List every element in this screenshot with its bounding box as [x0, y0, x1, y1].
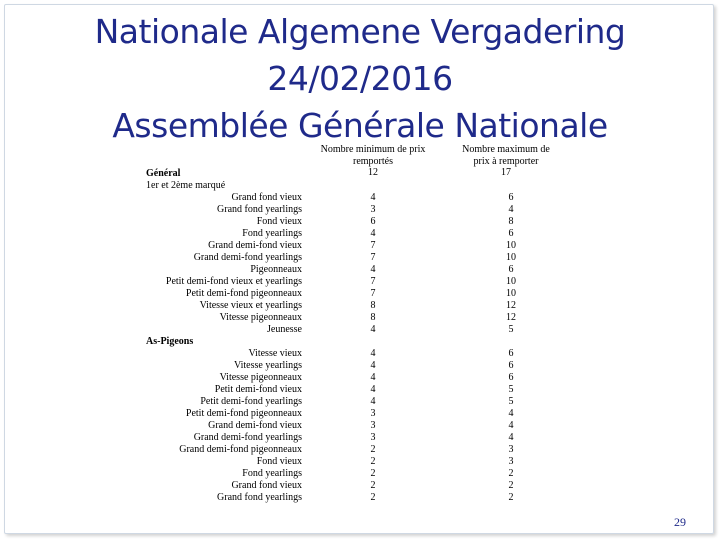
header-min-line: remportés [353, 155, 393, 167]
row-label: Grand demi-fond vieux [208, 420, 302, 431]
row-min-value: 4 [370, 360, 376, 371]
row-min-value: 6 [370, 216, 376, 227]
row-max-value: 4 [508, 408, 514, 419]
row-label: Vitesse pigeonneaux [219, 372, 302, 383]
table-row [146, 468, 582, 480]
row-min-value: 3 [370, 408, 376, 419]
table-row [146, 396, 582, 408]
row-max-value: 10 [506, 240, 516, 251]
row-max-value: 2 [508, 492, 514, 503]
table-row [146, 492, 582, 504]
table-row [146, 228, 582, 240]
row-max-value: 10 [506, 252, 516, 263]
row-min-value: 8 [370, 300, 376, 311]
row-min-value: 8 [370, 312, 376, 323]
row-max-value: 5 [508, 324, 514, 335]
row-min-value: 3 [370, 420, 376, 431]
row-label: Grand demi-fond yearlings [193, 252, 302, 263]
row-min-value: 7 [370, 252, 376, 263]
row-max-value: 6 [508, 192, 514, 203]
row-label: Grand fond yearlings [217, 492, 302, 503]
row-label: Petit demi-fond yearlings [200, 396, 302, 407]
row-min-value: 7 [370, 240, 376, 251]
row-label: Vitesse yearlings [234, 360, 302, 371]
row-min-value: 4 [370, 396, 376, 407]
section-title: As-Pigeons [146, 336, 194, 347]
row-min-value: 4 [370, 192, 376, 203]
row-label: Vitesse vieux et yearlings [199, 300, 302, 311]
row-min-value: 2 [370, 444, 376, 455]
row-label: Fond vieux [256, 456, 302, 467]
row-min-value: 4 [370, 324, 376, 335]
row-label: Grand demi-fond pigeonneaux [179, 444, 302, 455]
row-label: Grand fond vieux [231, 192, 302, 203]
table-row [146, 252, 582, 264]
row-min-value: 4 [370, 372, 376, 383]
row-min-value: 2 [370, 480, 376, 491]
header-min-line: Nombre minimum de prix [320, 144, 426, 155]
section-subtitle-text: 1er et 2ème marqué [146, 180, 226, 191]
section-title-general [146, 168, 582, 180]
row-label: Vitesse pigeonneaux [219, 312, 302, 323]
table-row [146, 288, 582, 300]
table-row [146, 444, 582, 456]
row-min-value: 4 [370, 348, 376, 359]
row-label: Fond yearlings [242, 228, 302, 239]
table-row [146, 300, 582, 312]
section-title: Général [146, 168, 181, 179]
title-line-1: Nationale Algemene Vergadering [94, 12, 626, 51]
row-max-value: 3 [508, 444, 514, 455]
row-min-value: 2 [370, 492, 376, 503]
row-max-value: 3 [508, 456, 514, 467]
table-row [146, 312, 582, 324]
table-row [146, 372, 582, 384]
row-label: Vitesse vieux [248, 348, 302, 359]
row-min-value: 3 [370, 204, 376, 215]
header-max-line: Nombre maximum de [462, 144, 550, 155]
table-row [146, 348, 582, 360]
table-row [146, 240, 582, 252]
row-label: Petit demi-fond pigeonneaux [185, 288, 302, 299]
header-max-value: 17 [501, 167, 511, 178]
row-max-value: 6 [508, 228, 514, 239]
row-label: Grand fond vieux [231, 480, 302, 491]
row-min-value: 2 [370, 468, 376, 479]
row-min-value: 7 [370, 288, 376, 299]
table-row [146, 432, 582, 444]
header-min-value: 12 [368, 167, 378, 178]
table-row [146, 360, 582, 372]
table-row [146, 408, 582, 420]
row-min-value: 4 [370, 228, 376, 239]
row-max-value: 8 [508, 216, 514, 227]
row-label: Petit demi-fond pigeonneaux [185, 408, 302, 419]
row-max-value: 6 [508, 372, 514, 383]
row-label: Fond vieux [256, 216, 302, 227]
row-max-value: 5 [508, 384, 514, 395]
row-min-value: 7 [370, 276, 376, 287]
row-max-value: 4 [508, 204, 514, 215]
table-row [146, 456, 582, 468]
row-max-value: 12 [506, 312, 516, 323]
row-max-value: 10 [506, 288, 516, 299]
page-number: 29 [674, 515, 686, 529]
table-row [146, 204, 582, 216]
row-min-value: 2 [370, 456, 376, 467]
header-max-line: prix à remporter [473, 155, 539, 167]
row-label: Jeunesse [267, 324, 302, 335]
row-max-value: 2 [508, 480, 514, 491]
slide-title [60, 8, 660, 149]
table-row [146, 324, 582, 336]
row-label: Grand demi-fond yearlings [193, 432, 302, 443]
title-line-3: Assemblée Générale Nationale [112, 106, 608, 145]
row-max-value: 4 [508, 432, 514, 443]
row-max-value: 4 [508, 420, 514, 431]
row-max-value: 6 [508, 348, 514, 359]
table-row [146, 384, 582, 396]
row-max-value: 2 [508, 468, 514, 479]
row-label: Pigeonneaux [250, 264, 302, 275]
row-label: Grand demi-fond vieux [208, 240, 302, 251]
row-max-value: 5 [508, 396, 514, 407]
table-row [146, 480, 582, 492]
row-max-value: 6 [508, 360, 514, 371]
row-max-value: 6 [508, 264, 514, 275]
section-subtitle [146, 180, 582, 192]
row-max-value: 12 [506, 300, 516, 311]
section-title-as-pigeons [146, 336, 582, 348]
row-min-value: 4 [370, 264, 376, 275]
row-label: Petit demi-fond vieux et yearlings [165, 276, 302, 287]
title-line-2: 24/02/2016 [267, 59, 453, 98]
table-row [146, 420, 582, 432]
row-min-value: 3 [370, 432, 376, 443]
table-row [146, 216, 582, 228]
table-row [146, 192, 582, 204]
row-label: Petit demi-fond vieux [214, 384, 302, 395]
table-row [146, 264, 582, 276]
row-label: Fond yearlings [242, 468, 302, 479]
row-max-value: 10 [506, 276, 516, 287]
row-label: Grand fond yearlings [217, 204, 302, 215]
table-row [146, 276, 582, 288]
row-min-value: 4 [370, 384, 376, 395]
